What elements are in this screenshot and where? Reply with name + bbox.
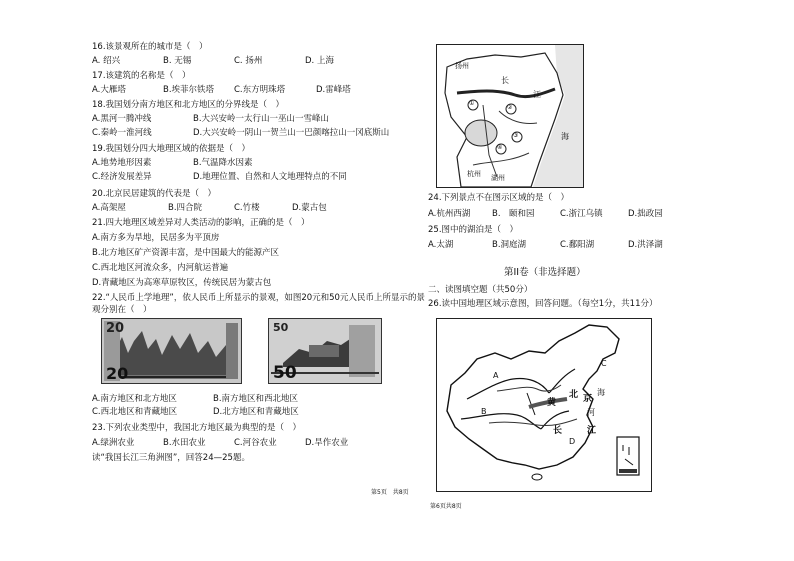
q22-option-a[interactable]: A.南方地区和北方地区	[92, 394, 177, 404]
volume-title: 第II卷（非选择题）	[504, 267, 586, 278]
banknote-50-image	[268, 318, 382, 384]
q24-option-b[interactable]: B. 颐和园	[492, 209, 535, 219]
q24-option-a[interactable]: A.杭州西湖	[428, 209, 471, 219]
page-footer-left: 第5页 共8页	[371, 489, 409, 496]
note-value-20-bottom: 20	[106, 364, 129, 383]
note-value-50-bottom: 50	[273, 363, 297, 383]
region-label-b: B	[481, 407, 487, 416]
map1-label-hangzhou: 杭州	[467, 170, 481, 178]
q24-option-c[interactable]: C.浙江乌镇	[560, 209, 603, 219]
q21-option-a[interactable]: A.南方多为旱地，民居多为平顶房	[92, 233, 220, 243]
q25-option-c[interactable]: C.鄱阳湖	[560, 240, 595, 250]
q22-option-c[interactable]: C.西北地区和青藏地区	[92, 407, 178, 417]
map1-label-yangzhou: 扬州	[455, 62, 469, 70]
q22-option-b[interactable]: B.南方地区和西北地区	[213, 394, 299, 404]
q22-stem-line2: 观分别在（ ）	[92, 305, 152, 315]
q18-stem: 18.我国划分南方地区和北方地区的分界线是（ ）	[92, 100, 285, 110]
q25-stem: 25.图中的湖泊是（ ）	[428, 225, 519, 235]
q16-stem: 16.该景观所在的城市是（ ）	[92, 42, 208, 52]
q23-option-d[interactable]: D.旱作农业	[305, 438, 349, 448]
china-regions-map	[436, 318, 652, 492]
map1-label-chang: 长	[501, 76, 509, 85]
yangtze-delta-map	[436, 44, 584, 188]
q22-stem-line1: 22.“人民币上学地理”，依人民币上所显示的景观，如图20元和50元人民币上所显示的景	[92, 293, 425, 303]
q17-option-b[interactable]: B.埃菲尔铁塔	[163, 85, 215, 95]
q19-option-d[interactable]: D.地理位置、自然和人文地理特点的不同	[193, 172, 347, 182]
map1-marker-2: ②	[507, 104, 513, 111]
region-label-c: C	[601, 359, 607, 368]
q24-stem: 24.下列景点不在图示区域的是（ ）	[428, 193, 570, 203]
map2-label-chang: 长	[553, 426, 563, 436]
q17-option-d[interactable]: D.雷峰塔	[316, 85, 351, 95]
q18-option-d[interactable]: D.大兴安岭一阴山一贺兰山一巴颜喀拉山一冈底斯山	[193, 128, 390, 138]
q22-option-d[interactable]: D.北方地区和青藏地区	[213, 407, 299, 417]
china-regions-map-drawing	[437, 319, 651, 491]
q21-option-d[interactable]: D.青藏地区为高寒草原牧区，传统民居为蒙古包	[92, 278, 272, 288]
q20-option-c[interactable]: C.竹楼	[234, 203, 260, 213]
q20-option-d[interactable]: D.蒙古包	[292, 203, 327, 213]
q19-stem: 19.我国划分四大地理区域的依据是（ ）	[92, 144, 251, 154]
map2-label-hai: 海	[597, 388, 605, 397]
map2-label-jing: 京	[583, 394, 593, 404]
q16-option-a[interactable]: A. 绍兴	[92, 56, 121, 66]
q21-stem: 21.四大地理区域差异对人类活动的影响，正确的是（ ）	[92, 218, 310, 228]
q19-option-b[interactable]: B.气温降水因素	[193, 158, 253, 168]
q25-option-b[interactable]: B.洞庭湖	[492, 240, 527, 250]
q21-option-c[interactable]: C.西北地区河流众多，内河航运普遍	[92, 263, 229, 273]
map2-label-he: 河	[587, 408, 595, 417]
q23-option-a[interactable]: A.绿洲农业	[92, 438, 135, 448]
q16-option-b[interactable]: B. 无锡	[163, 56, 192, 66]
note-value-20-top: 20	[106, 321, 125, 336]
q20-option-b[interactable]: B.四合院	[168, 203, 203, 213]
q17-stem: 17.该建筑的名称是（ ）	[92, 71, 191, 81]
map1-label-hai: 海	[561, 132, 569, 141]
q21-option-b[interactable]: B.北方地区矿产资源丰富，是中国最大的能源产区	[92, 248, 280, 258]
q17-option-c[interactable]: C.东方明珠塔	[234, 85, 286, 95]
q20-option-a[interactable]: A.高架屋	[92, 203, 126, 213]
map1-label-huzhou: 湖州	[491, 174, 505, 182]
map1-marker-4: ④	[497, 144, 503, 151]
q25-option-d[interactable]: D.洪泽湖	[628, 240, 663, 250]
q18-option-c[interactable]: C.秦岭一淮河线	[92, 128, 152, 138]
q26-stem: 26.读中国地理区域示意图，回答问题。（每空1分，共11分）	[428, 299, 658, 309]
q18-option-b[interactable]: B.大兴安岭一太行山一巫山一雪峰山	[193, 114, 330, 124]
page-footer-right: 第6页共8页	[430, 503, 462, 510]
q23-stem: 23.下列农业类型中，我国北方地区最为典型的是（ ）	[92, 423, 302, 433]
q16-option-d[interactable]: D. 上海	[305, 56, 334, 66]
section-title: 二、读图填空题（共50分）	[428, 285, 533, 295]
map2-label-huang: 黄	[547, 398, 557, 408]
banknote-20-image	[101, 318, 242, 384]
region-label-a: A	[493, 371, 499, 380]
q23-option-c[interactable]: C.河谷农业	[234, 438, 277, 448]
q19-option-a[interactable]: A.地势地形因素	[92, 158, 152, 168]
map1-marker-3: ③	[513, 132, 519, 139]
read-map-instruction: 读“我国长江三角洲图”，回答24—25题。	[92, 453, 250, 463]
q20-stem: 20.北京民居建筑的代表是（ ）	[92, 189, 217, 199]
q18-option-a[interactable]: A.黑河一腾冲线	[92, 114, 152, 124]
q24-option-d[interactable]: D.拙政园	[628, 209, 663, 219]
region-label-d: D	[569, 437, 576, 446]
map2-label-bei: 北	[569, 390, 579, 400]
q16-option-c[interactable]: C. 扬州	[234, 56, 263, 66]
q25-option-a[interactable]: A.太湖	[428, 240, 454, 250]
map1-label-jiang: 江	[533, 90, 541, 99]
q23-option-b[interactable]: B.水田农业	[163, 438, 206, 448]
map2-label-jiang: 江	[587, 426, 597, 436]
q19-option-c[interactable]: C.经济发展差异	[92, 172, 152, 182]
map1-marker-1: ①	[469, 100, 475, 107]
q17-option-a[interactable]: A.大雁塔	[92, 85, 126, 95]
note-value-50-top: 50	[273, 321, 289, 334]
